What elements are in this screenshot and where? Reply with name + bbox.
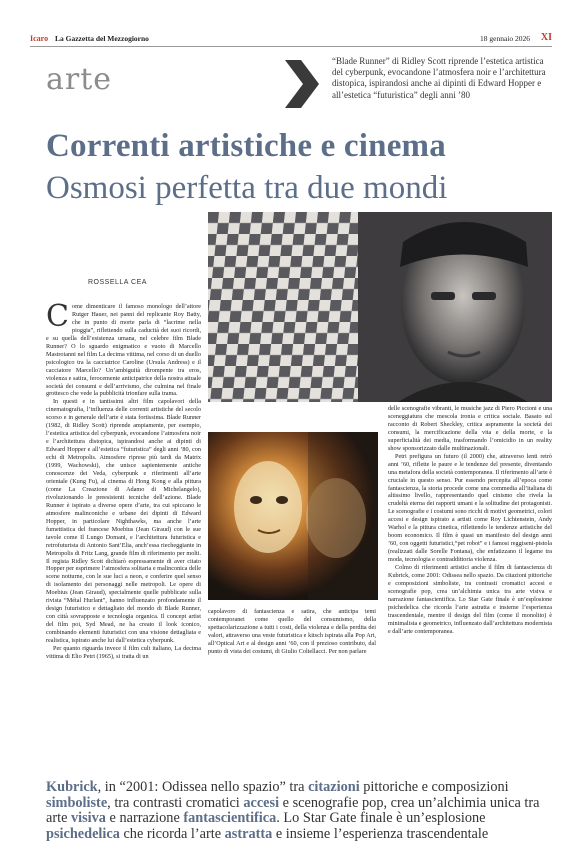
pull-keyword: fantascientifica <box>183 810 277 827</box>
byline-author: ROSSELLA CEA <box>88 279 147 286</box>
chevron-right-icon <box>285 60 319 108</box>
section-label: arte <box>46 62 113 97</box>
pull-text: , tra contrasti cromatici <box>107 794 244 811</box>
col3-paragraph-2: Petri prefigura un futuro (il 2000) che, attraverso lenti retrò anni ’60, riflette le paure e le tendenze del presente, diventando una metafora della società contemporanea. Il riferimento all’arte è cruciale in questo senso. Pur essendo percepita all’epoca come fantascienza, la storia procede come una commedia all’italiana di altissimo livello, rappresentando quel cinismo che rivela la crudeltà eterna dei rapporti umani e la solitudine dei protagonisti. Le scenografie e i costumi sono ricchi di motivi geometrici, colori accesi e design ispirato a artisti come Roy Lichtenstein, Andy Warhol e la pittura cinetica, riflettendo le tendenze artistiche del boom economico. Il film è quasi un manifesto del design anni ’60, con oggetti futuristici,“pet robot” e i famosi reggiseni-pistola (realizzati dalle Sorelle Fontana), che enfatizzano il legame tra moda, tecnologia e contraddittoria violenza. <box>388 452 552 564</box>
pull-text: e insieme l’esperienza trascendentale <box>272 825 489 842</box>
headline-line-1: Correnti artistiche e cinema <box>46 128 446 164</box>
image-psychedelic-portrait <box>208 432 378 600</box>
article-column-2 <box>208 608 376 773</box>
col1-paragraph-1: ome dimenticare il famoso monologo dell’attore Rutger Hauer, nei panni del replicante Roy Batty, che in punto di morte parla di “lacrime nella pioggia”, riflettendo sulla caducità dei suoi ricordi, e su quella dell’esistenza umana, nel celebre film Blade Runner? O lo sguardo enigmatico e vuoto di Marcello Mastroianni nel film La decima vittima, nel corso di un duello psicologico tra la cacciatrice Caroline (Ursula Andress) e il cacciatore Marcello? Un’ambiguità dirompente tra eros, violenza e satira, ferocemente anticipatrice della nostra attuale società dei consumi e dell’arrivismo, che culmina nel finale grottesco che vede la pubblicità trionfare sulla trama. <box>46 303 201 398</box>
masthead-paper-name: La Gazzetta del Mezzogiorno <box>55 34 149 43</box>
col3-paragraph-1: delle scenografie vibranti, le musiche jazz di Piero Piccioni e una sceneggiatura che mescola ironia e critica sociale. Basato sul racconto di Robert Sheckley, critica aspramente la società dei consumi, la mercificazione della vita e della morte, e la superficialità dei media, trasformando l’omicidio in un reality show sponsorizzato dalle multinazionali. <box>388 405 552 452</box>
pull-text: , in “2001: Odissea nello spazio” tra <box>97 779 309 795</box>
pull-text: e scenografie pop, crea un’alchimia unica tra arte <box>46 794 540 827</box>
pull-text: . Lo Star Gate finale è un’esplosione <box>276 810 486 827</box>
pull-keyword: simboliste <box>46 794 108 811</box>
pull-keyword: accesi <box>243 794 280 811</box>
article-deck: “Blade Runner” di Ridley Scott riprende l’estetica artistica del cyberpunk, evocandone l’atmosfera noir e l’architettura distopica, ispirandosi anche ai dipinti di Edward Hopper e all’estetica “futuristica” degli anni ’80 <box>332 56 546 100</box>
dropcap: C <box>46 303 69 334</box>
masthead-date: 18 gennaio 2026 <box>480 34 530 43</box>
pull-keyword: visiva <box>71 810 106 827</box>
hero-image-mastroianni <box>208 212 552 402</box>
pull-keyword: astratta <box>224 825 273 842</box>
pull-keyword: Kubrick <box>46 779 98 795</box>
pull-quote <box>46 780 552 842</box>
col3-paragraph-3: Colmo di riferimenti artistici anche il film di fantascienza di Kubrick, come 2001: Odissea nello spazio. Da citazioni pittoriche e composizioni simboliste, tra contrasti cromatici accesi e scenografie pop, crea un’alchimia unica tra arte visiva e narrazione fantascientifica. Lo Star Gate finale è un’esplosione psichedelica che ricorda l’arte astratta e insieme l’esperienza trascendentale, mentre il design del film (come il monolito) è minimalista e geometrico, influenzato dall’architettura modernista e dall’arte contemporanea. <box>388 564 552 635</box>
masthead <box>30 33 552 47</box>
article-column-1 <box>46 303 201 773</box>
article-column-3 <box>388 405 552 773</box>
pull-text: che ricorda l’arte <box>119 825 225 842</box>
pull-text: pittoriche e composizioni <box>359 779 509 795</box>
col1-paragraph-2: In questi e in tantissimi altri film capolavori della cinematografia, l’influenza delle correnti artistiche del secolo scorso e in generale dell’arte è stata fortissima. Blade Runner (1982, di Ridley Scott) riprende ampiamente, per esempio, l’estetica artistica del cyberpunk, evocandone l’atmosfera noir e l’architettura distopica, ispirandosi anche ai dipinti di Edward Hopper e all’estetica “futuristica” degli anni ’80, con echi di Metropolis. Atmosfere riprese più tardi da Matrix (1999, Wachowski), che unisce sapientemente antiche conoscenze dei Veda, cyberpunk e riferimenti all’arte orientale (Kung Fu), al cinema di Hong Kong e alla pittura (come La Creazione di Adamo di Michelangelo), rivoluzionando le preesistenti tecniche dell’azione. Blade Runner è ispirato a diverse opere d’arte, tra cui spiccano le atmosfere malinconiche e urbane dei dipinti di Edward Hopper, in particolare Nighthawks, ma anche l’arte fumettistica del francese Moebius (Jean Giraud) con le sue tavole come Il Lungo Domani, e l’architettura futuristica e retrofuturista di Antonio Sant’Elia, anch’essa riecheggiante in Metropolis di Fritz Lang, grande film di riferimento per molti. Il regista Ridley Scott dichiarò espressamente di aver citato Hopper per esprimere l’atmosfera solitaria e malinconica delle scene notturne, con le sue luci a neon, e conferire quel senso di isolamento dei personaggi nelle metropoli. Le opere di Moebius (Jean Giraud), specialmente quelle pubblicate sulla rivista “Métal Hurlant”, hanno influenzato profondamente il design futuristico e dettagliato del mondo di Blade Runner, con città sovrapposte e tecnologia organica. Il concept artist del film poi, Syd Mead, ne ha creato il look iconico, combinando elementi futuristici con una visione dettagliata e realistica, ispirato anche lui dall’estetica cyberpunk. <box>46 398 201 645</box>
pull-text: e narrazione <box>105 810 184 827</box>
col1-paragraph-3: Per quanto riguarda invece il film cult italiano, La decima vittima di Elio Petri (1965), si tratta di un <box>46 644 201 660</box>
pull-keyword: citazioni <box>308 779 360 795</box>
page-number: XI <box>540 32 552 43</box>
headline-line-2: Osmosi perfetta tra due mondi <box>46 170 448 206</box>
pull-keyword: psichedelica <box>46 825 120 842</box>
col2-paragraph-1: capolavoro di fantascienza e satira, che anticipa temi contemporanei come quello del consumismo, della spettacolarizzazione a tutti i costi, della violenza e della perdita dei valori, attraverso una veste futuristica e kitsch ispirata alla Pop Art, all’Optical Art e al design anni ’60, con il prezioso contributo, dal punto di vista dei costumi, di Giulio Coltellacci. Per non parlare <box>208 608 376 655</box>
masthead-brand: Icaro <box>30 34 49 43</box>
